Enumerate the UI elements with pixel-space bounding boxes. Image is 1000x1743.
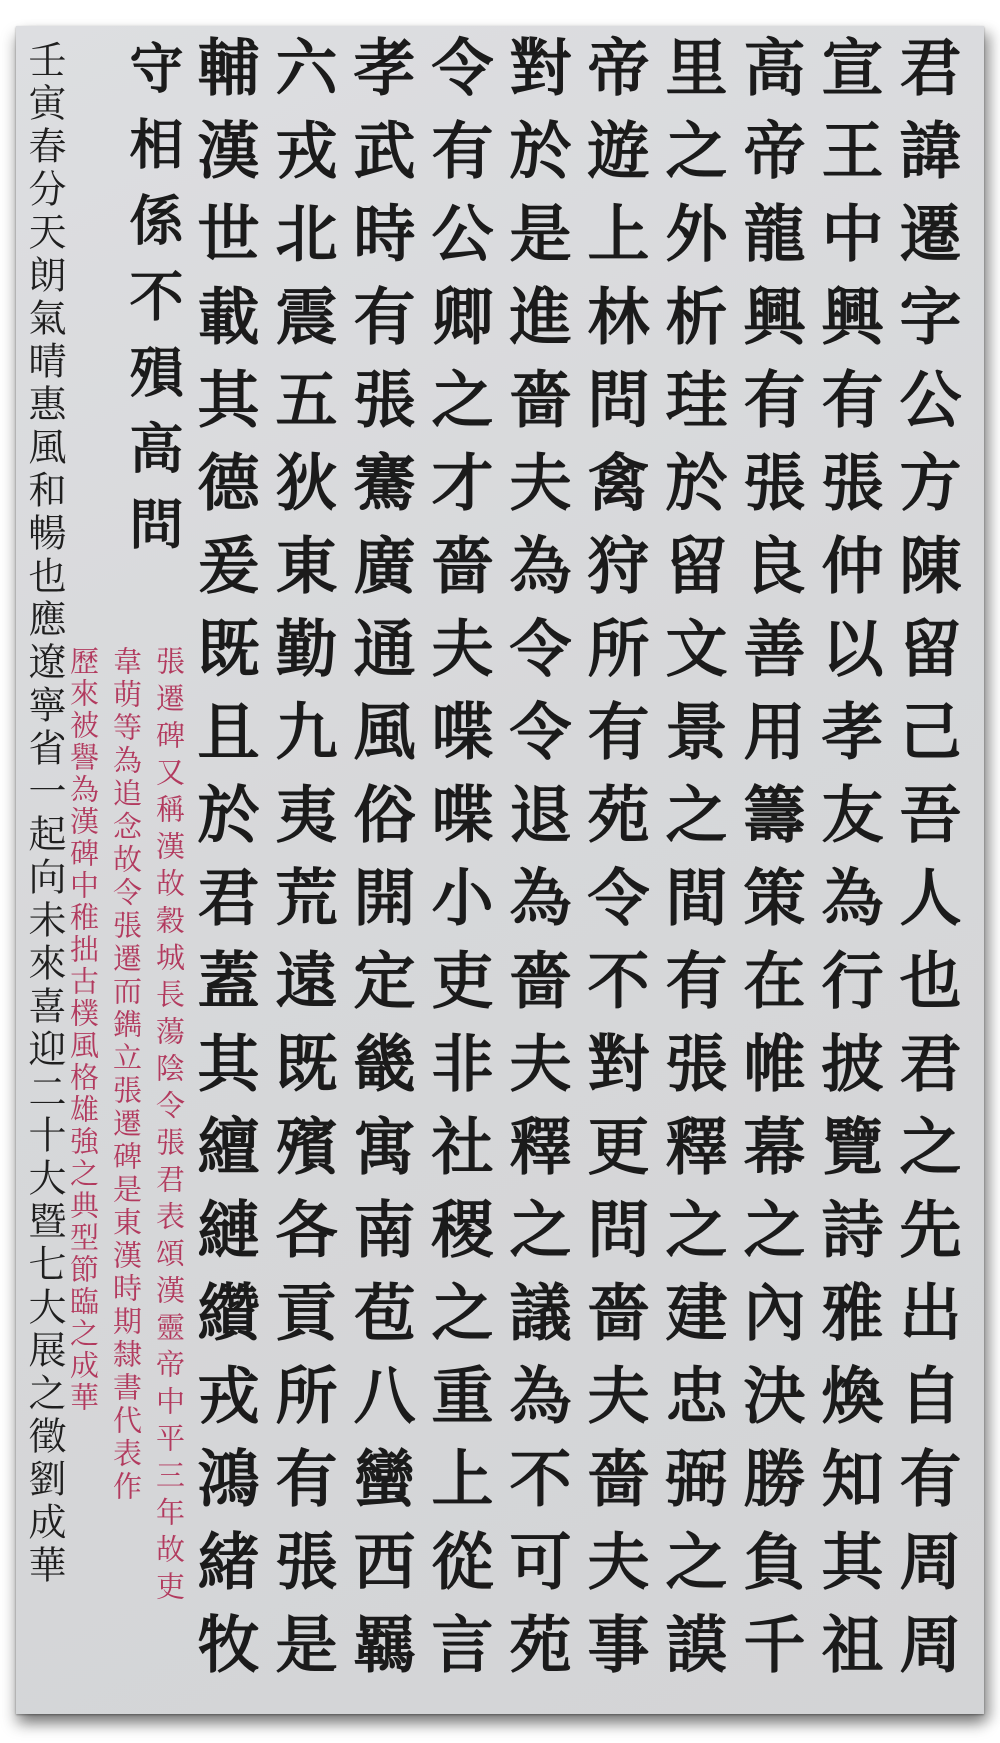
main-text-column-5: 帝遊上林問禽狩所有苑令不對更問嗇夫嗇夫事 (577, 35, 650, 1695)
calligraphy-scroll (16, 26, 984, 1714)
main-text-column-6: 對於是進嗇夫為令令退為嗇夫釋之議為不可苑 (499, 35, 572, 1695)
main-text-column-10: 輔漢世載其德爰既且於君蓋其繵縺纘戎鴻緒牧 (187, 35, 260, 1695)
main-text-block (184, 35, 964, 1711)
main-text-column-9: 六戎北震五狄東勤九夷荒遠既殯各貢所有張是 (265, 35, 338, 1695)
red-colophon-block (61, 646, 190, 1608)
red-colophon-column-2: 韋萌等為追念故令張遷而鐫立張遷碑是東漢時期隸書代表作 (109, 646, 143, 1504)
main-text-column-8: 孝武時有張騫廣通風俗開定畿寓南苞八蠻西羈 (343, 35, 416, 1695)
main-text-column-2: 宣王中興有張仲以孝友為行披覽詩雅煥知其祖 (811, 35, 884, 1695)
signature-colophon: 壬寅春分天朗氣晴惠風和暢也應遼寧省一起向未來喜迎二十大暨七大展之徵劉成華 (22, 40, 66, 1588)
red-colophon-column-3: 歷來被譽為漢碑中稚拙古樸風格雄強之典型節臨之成華 (66, 646, 100, 1414)
main-text-column-7: 令有公卿之才嗇夫喋喋小吏非社稷之重上從言 (421, 35, 494, 1695)
red-colophon-column-1: 張遷碑又稱漢故穀城長蕩陰令張君表頌漢靈帝中平三年故吏 (152, 646, 186, 1608)
main-text-column-3: 高帝龍興有張良善用籌策在帷幕之內決勝負千 (733, 35, 806, 1695)
main-text-column-1: 君諱遷字公方陳留己吾人也君之先出自有周周 (889, 35, 962, 1695)
main-text-column-final: 守相係不殞高問 (121, 40, 184, 572)
main-text-column-4: 里之外析珪於留文景之間有張釋之建忠弼之謨 (655, 35, 728, 1695)
